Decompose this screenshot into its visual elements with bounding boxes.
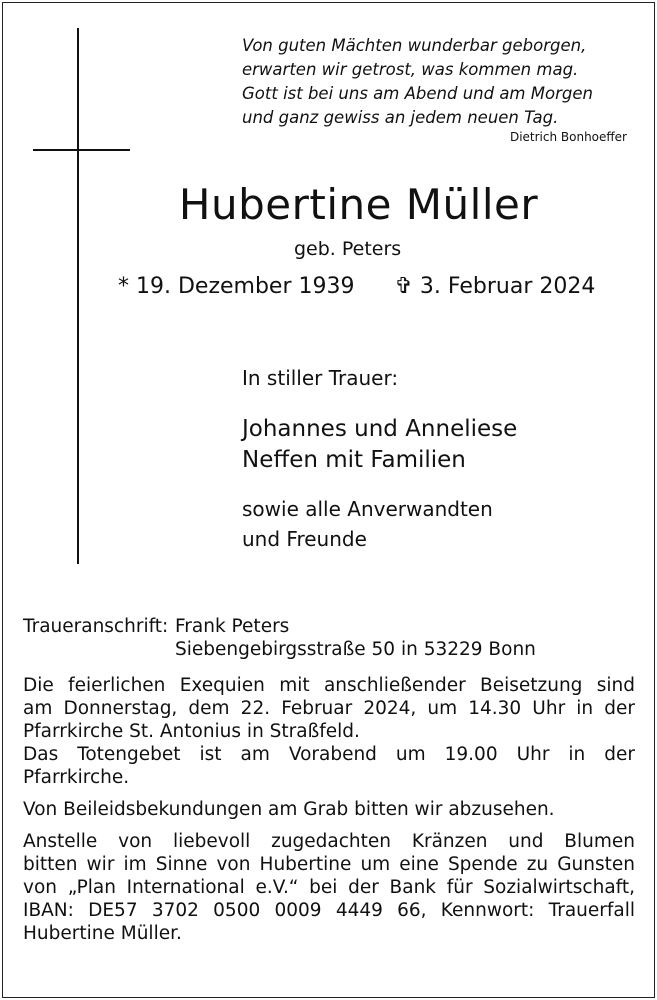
donation-line: bitten wir im Sinne von Hubertine um eine Spende zu Gunsten bbox=[23, 854, 635, 875]
address-row bbox=[23, 615, 635, 638]
exequien-line: Pfarrkirche St. Antonius in Straßfeld. bbox=[23, 721, 360, 742]
donation-paragraph bbox=[23, 830, 635, 945]
quote-author: Dietrich Bonhoeffer bbox=[509, 130, 627, 144]
address-street: Siebengebirgsstraße 50 in 53229 Bonn bbox=[175, 639, 536, 660]
death-date: ✞ 3. Februar 2024 bbox=[394, 274, 596, 299]
life-dates bbox=[118, 274, 595, 299]
donation-line: Hubertine Müller. bbox=[23, 923, 182, 944]
relatives-line: und Freunde bbox=[242, 527, 367, 551]
relatives bbox=[242, 494, 493, 554]
donation-line: IBAN: DE57 3702 0500 0009 4449 66, Kennwort: Trauerfall bbox=[23, 900, 635, 921]
donation-line: Anstelle von liebevoll zugedachten Kränzen und Blumen bbox=[23, 831, 635, 852]
quote-line: und ganz gewiss an jedem neuen Tag. bbox=[242, 108, 559, 127]
cross-icon-vertical bbox=[77, 28, 79, 564]
born-name: geb. Peters bbox=[294, 238, 402, 260]
donation-line: von „Plan International e.V.“ bei der Bank für Sozialwirtschaft, bbox=[23, 877, 635, 898]
birth-date: * 19. Dezember 1939 bbox=[118, 274, 355, 299]
condolence-note: Von Beileidsbekundungen am Grab bitten wir abzusehen. bbox=[23, 799, 555, 820]
family-line: Neffen mit Familien bbox=[242, 447, 466, 473]
notice-details bbox=[23, 615, 635, 945]
bible-quote bbox=[242, 34, 632, 130]
family-line: Johannes und Anneliese bbox=[242, 416, 518, 442]
family-names bbox=[242, 414, 517, 476]
exequien-line: am Donnerstag, dem 22. Februar 2024, um 14.30 Uhr in der bbox=[23, 698, 635, 719]
address-label: Traueranschrift: bbox=[23, 616, 169, 637]
quote-line: erwarten wir getrost, was kommen mag. bbox=[242, 60, 579, 79]
mourning-intro: In stiller Trauer: bbox=[242, 366, 399, 390]
exequien-line: Die feierlichen Exequien mit anschließender Beisetzung sind bbox=[23, 675, 635, 696]
prayer-line: Das Totengebet ist am Vorabend um 19.00 Uhr in der bbox=[23, 744, 635, 765]
deceased-name: Hubertine Müller bbox=[178, 180, 539, 229]
cross-icon-horizontal bbox=[33, 149, 130, 151]
address-name: Frank Peters bbox=[175, 616, 290, 637]
prayer-paragraph bbox=[23, 743, 635, 789]
exequien-paragraph bbox=[23, 674, 635, 743]
quote-line: Von guten Mächten wunderbar geborgen, bbox=[242, 36, 587, 55]
prayer-line: Pfarrkirche. bbox=[23, 767, 130, 788]
quote-line: Gott ist bei uns am Abend und am Morgen bbox=[242, 84, 593, 103]
relatives-line: sowie alle Anverwandten bbox=[242, 497, 493, 521]
